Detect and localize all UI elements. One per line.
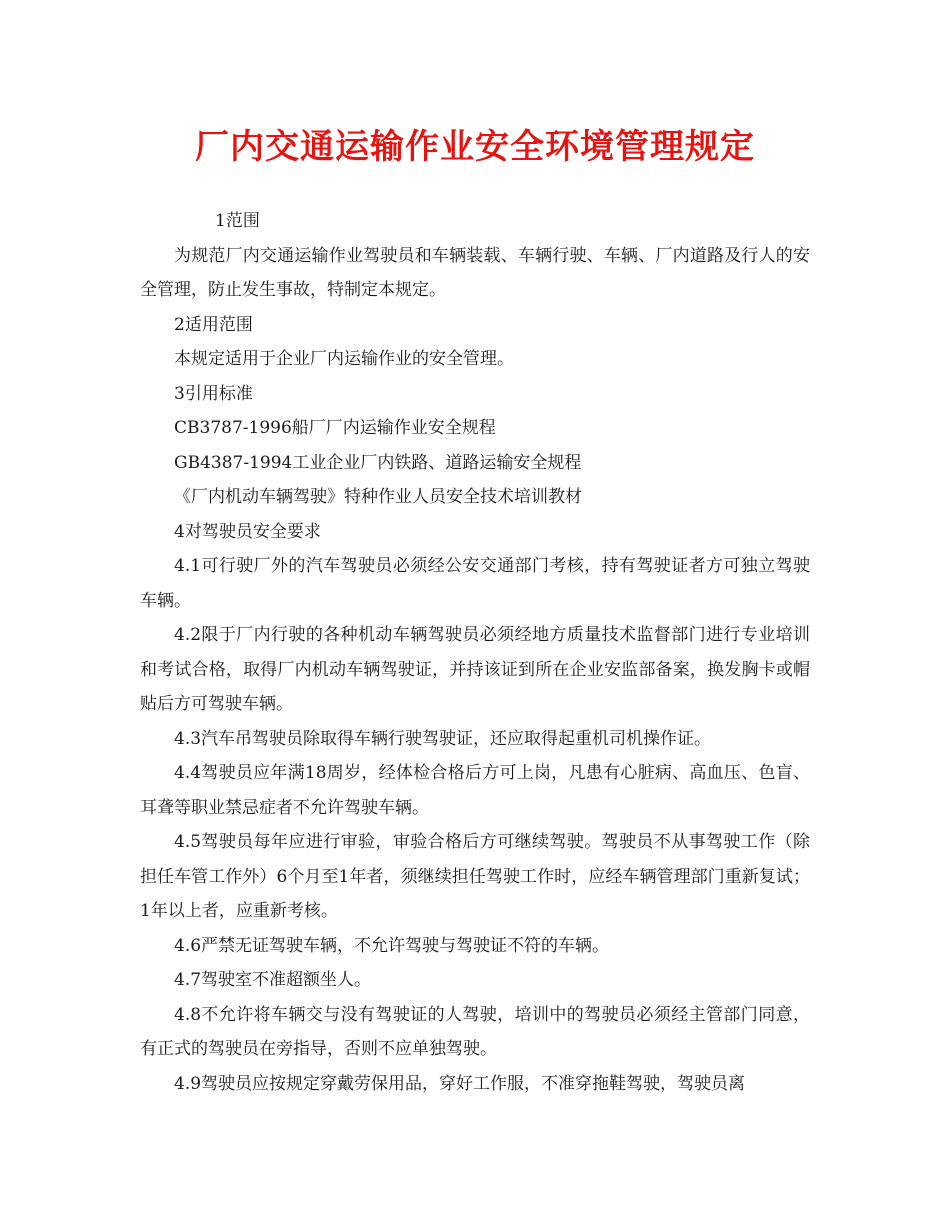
paragraph: 本规定适用于企业厂内运输作业的安全管理。 [174, 349, 514, 369]
clause: 4.2限于厂内行驶的各种机动车辆驾驶员必须经地方质量技术监督部门进行专业培训和考试合格，取得厂内机动车辆驾驶证，并持该证到所在企业安监部备案，换发胸卡或帽贴后方可驾驶车辆。 [140, 625, 810, 714]
reference-item: CB3787-1996船厂厂内运输作业安全规程 [174, 418, 496, 438]
clause: 4.6严禁无证驾驶车辆，不允许驾驶与驾驶证不符的车辆。 [174, 935, 610, 956]
clause: 4.8不允许将车辆交与没有驾驶证的人驾驶，培训中的驾驶员必须经主管部门同意，有正式的驾驶员在旁指导，否则不应单独驾驶。 [140, 1004, 810, 1059]
section-heading-scope: 1范围 [215, 211, 260, 231]
section-heading-applicability: 2适用范围 [174, 314, 253, 335]
clause: 4.3汽车吊驾驶员除取得车辆行驶驾驶证，还应取得起重机司机操作证。 [174, 728, 712, 749]
clause: 4.4驾驶员应年满18周岁，经体检合格后方可上岗，凡患有心脏病、高血压、色盲、耳聋等职业禁忌症者不允许驾驶车辆。 [140, 763, 810, 818]
section-heading-driver-requirements: 4对驾驶员安全要求 [174, 521, 321, 542]
section-heading-references: 3引用标准 [174, 383, 253, 404]
reference-item: 《厂内机动车辆驾驶》特种作业人员安全技术培训教材 [174, 487, 582, 507]
paragraph: 为规范厂内交通运输作业驾驶员和车辆装载、车辆行驶、车辆、厂内道路及行人的安全管理，防止发生事故，特制定本规定。 [140, 245, 810, 300]
document-title: 厂内交通运输作业安全环境管理规定 [195, 127, 755, 167]
clause: 4.9驾驶员应按规定穿戴劳保用品，穿好工作服，不准穿拖鞋驾驶，驾驶员离 [174, 1073, 746, 1094]
reference-item: GB4387-1994工业企业厂内铁路、道路运输安全规程 [174, 452, 582, 473]
clause: 4.1可行驶厂外的汽车驾驶员必须经公安交通部门考核，持有驾驶证者方可独立驾驶车辆。 [140, 556, 810, 611]
clause: 4.5驾驶员每年应进行审验，审验合格后方可继续驾驶。驾驶员不从事驾驶工作（除担任车管工作外）6个月至1年者，须继续担任驾驶工作时，应经车辆管理部门重新复试；1年以上者，应重新考核。 [140, 832, 810, 921]
document-body [140, 204, 810, 1101]
clause: 4.7驾驶室不准超额坐人。 [174, 970, 372, 990]
